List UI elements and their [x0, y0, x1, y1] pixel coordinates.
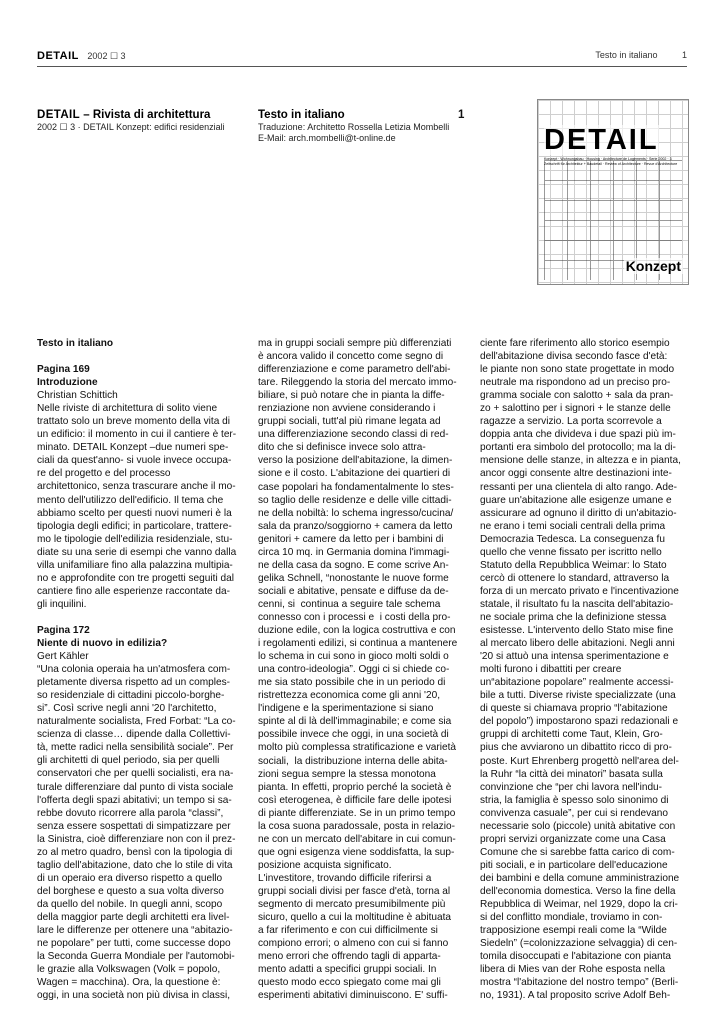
- text-line: mo le tipologie dell'edilizia residenziale, stu-: [37, 533, 233, 545]
- text-line: meno errori che offrendo tagli di apparta-: [258, 951, 441, 963]
- text-line: doppia anta che divideva i due spazi più im-: [480, 429, 676, 441]
- text-line: sociali, la distribuzione interna delle abita-: [258, 755, 448, 767]
- text-line: ressanti per una clientela di alto rango. Ade-: [480, 481, 677, 493]
- text-line: bile a tutti. Diverse riviste specializzate (una: [480, 690, 676, 702]
- text-line: assicurare ad ognuno il diritto di un'abitazio-: [480, 507, 677, 519]
- cover-line-2: Zeitschrift für Architektur + Baudetail · Review of Architecture · Revue d'Architecture: [544, 162, 678, 166]
- text-line: tipologia degli edifici; in particolare, tratterе-: [37, 520, 232, 532]
- cover-line-1: Konzept · Wohnungsbau · Housing · Architecture de Logements · Serie 2002 · 3: [544, 157, 672, 161]
- text-line: oggi, in una società non più divisa in classi,: [37, 990, 231, 1002]
- article-1-body: [37, 402, 251, 611]
- text-line: sicuro, quello a cui la moltitudine è abituata: [258, 912, 452, 924]
- text-line: cercò di ottenere lo standard, attraverso la: [480, 572, 670, 584]
- text-line: diate su una serie di esempi che vanno dalla: [37, 546, 237, 558]
- section-heading: Testo in italiano: [37, 338, 114, 349]
- text-line: biliare, si può notare che in pianta la diffe-: [258, 390, 445, 402]
- text-line: i regolamenti edilizi, si continua a mantenere: [258, 638, 458, 650]
- running-header: [37, 50, 687, 64]
- text-line: Democrazia Tedesca. La conseguenza fu: [480, 533, 665, 545]
- text-line: spinte al di là dell'immaginabile; e come sia: [258, 716, 452, 728]
- text-line: l'indigene e la sperimentazione si siano: [258, 703, 434, 715]
- text-line: dei bambini e della comune amministrazione: [480, 872, 680, 884]
- text-line: possibile invece che oggi, in una società di: [258, 729, 449, 741]
- text-line: dell'abitazione divisa secondo fasce d'età:: [480, 351, 668, 363]
- header-issue: 2002 ☐ 3: [87, 51, 126, 61]
- text-line: dito che si definisce invece solo attra-: [258, 442, 426, 454]
- cover-title: DETAIL: [544, 124, 659, 156]
- header-logo: DETAIL: [37, 50, 79, 62]
- text-line: forza di un mercato privato e l'incentivazione: [480, 585, 679, 597]
- text-line: al mercato libero delle abitazioni. Negli anni: [480, 638, 675, 650]
- column-2-body: [258, 337, 472, 1002]
- text-line: lo schema in cui sono in gioco molti soldi o: [258, 651, 449, 663]
- text-line: neutrale ma rispondono ad un preciso pro-: [480, 377, 671, 389]
- text-line: naturalmente socialista, Fred Forbat: “La co-: [37, 716, 236, 728]
- text-line: trapposizione esempi reali come la “Wilde: [480, 925, 667, 937]
- text-line: gruppi sociali divisi per fasce d'età, torna al: [258, 885, 451, 897]
- translator-credit: Traduzione: Architetto Rossella Letizia Mombelli: [258, 122, 450, 132]
- text-line: ciali da quest'anno- si vuole invece occupa-: [37, 455, 232, 467]
- text-line: architettonico, senza trascurare anche il mo-: [37, 481, 236, 493]
- text-line: convinzione che “per chi lavora nell'indu-: [480, 781, 663, 793]
- text-line: esistesse. L'intervento dello Stato mise fine: [480, 625, 674, 637]
- text-column-2: [258, 337, 472, 1002]
- text-line: '20 si attuò una intensa sperimentazione e: [480, 651, 669, 663]
- text-line: Wagen = macchina). Ora, la questione è:: [37, 977, 221, 989]
- text-line: statale, il risultato fu la nascita dell'abitazio-: [480, 598, 674, 610]
- column-3-body: [480, 337, 694, 1002]
- text-line: sociali e abitative, pensate e diffuse da de-: [258, 585, 449, 597]
- article-2-title: Niente di nuovo in edilizia?: [37, 637, 168, 649]
- text-line: segmento di mercato presumibilmente più: [258, 899, 446, 911]
- cover-subtitle: Konzept: [625, 258, 681, 274]
- text-line: ristrettezza economica come gli anni '20,: [258, 690, 441, 702]
- text-line: no e approfondite con tre progetti seguiti dal: [37, 572, 234, 584]
- text-line: si del conflitto mondiale, troviamo in con-: [480, 912, 663, 924]
- text-line: tomila disoccupati e l'abitazione con pianta: [480, 951, 672, 963]
- article-2-page: Pagina 172: [37, 624, 90, 636]
- text-line: una contro-ideologia”. Oggi ci si chiede co-: [258, 664, 450, 676]
- text-line: posizione acquista significato.: [258, 859, 392, 871]
- text-line: gramma sociale con salotto + sala da pran-: [480, 390, 674, 402]
- block-page-number: 1: [458, 109, 465, 121]
- text-line: necessarie solo (piccole) unità abitative con: [480, 820, 676, 832]
- text-line: portanti era simbolo del protocollo; ma la di-: [480, 442, 676, 454]
- text-line: turale differenziare dal punto di vista sociale: [37, 781, 234, 793]
- text-line: gli architetti di quel periodo, sia per quelli: [37, 755, 220, 767]
- text-line: è ancora valido il concetto come segno di: [258, 351, 444, 363]
- text-line: senza essere sospettati di simpatizzare per: [37, 820, 231, 832]
- text-line: ancor oggi consente altre destinazioni inte-: [480, 468, 672, 480]
- text-line: libera di Mies van der Rohe esposta nella: [480, 964, 666, 976]
- text-line: gruppi sociali, tutt'al più rimane legata ad: [258, 416, 441, 428]
- text-line: Siedeln” (=colonizzazione selvaggia) di cen-: [480, 938, 678, 950]
- text-line: ne erano i temi sociali centrali della prima: [480, 520, 666, 532]
- text-line: gelika Schnell, “nonostante le nuove forme: [258, 572, 449, 584]
- text-line: mostra “l'abitazione del nostro tempo” (Berli-: [480, 977, 679, 989]
- text-line: questo modo ecco spiegato come mai gli: [258, 977, 441, 989]
- text-line: a far riferimento e con cui difficilmente si: [258, 925, 438, 937]
- article-1-page: Pagina 169: [37, 364, 90, 376]
- text-line: verso la posizione dell'abitazione, la dimen-: [258, 455, 453, 467]
- text-line: so residenziale di cittadini piccolo-borghe-: [37, 690, 225, 702]
- text-line: minato. DETAIL Konzept –due numeri spe-: [37, 442, 229, 454]
- text-line: la Ruhr “la città dei minatori” basata sulla: [480, 768, 663, 780]
- text-line: mensione delle stanze, in altezza e in pianta,: [480, 455, 681, 467]
- text-line: quello che venne fissato per iscritto nello: [480, 546, 662, 558]
- text-column-3: [480, 337, 694, 1002]
- text-line: ne della nobiltà: lo schema ingresso/cucina/: [258, 507, 454, 519]
- text-line: Repubblica di Weimar, nel 1929, dopo la cri-: [480, 899, 678, 911]
- text-line: “Una colonia operaia ha un'atmosfera com-: [37, 664, 231, 676]
- text-line: molti furono i dibattiti per creare: [480, 664, 622, 676]
- text-line: ciente fare riferimento allo storico esempio: [480, 338, 670, 349]
- text-line: sala da pranzo/soggiorno + camera da letto: [258, 520, 453, 532]
- text-line: una differenziazione secondo classi di red-: [258, 429, 449, 441]
- text-line: gruppi di architetti come Taut, Klein, Gro-: [480, 729, 663, 741]
- text-line: connesso con i processi e i costi della pro-: [258, 611, 451, 623]
- text-line: genitori + camere da letto per i bambini di: [258, 533, 444, 545]
- text-line: da quello del nobile. In quegli anni, scopo: [37, 898, 223, 910]
- text-line: tare. Rileggendo la storia del mercato immo-: [258, 377, 457, 389]
- text-line: conservatori che per quelli socialisti, era na-: [37, 768, 234, 780]
- article-2-body: [37, 663, 251, 1002]
- translation-block: [258, 109, 468, 144]
- translation-title: Testo in italiano: [258, 109, 345, 121]
- text-line: differenziazione e come parametro dell'abi-: [258, 364, 451, 376]
- text-line: pletamente diversa rispetto ad un comples-: [37, 677, 231, 689]
- header-rule: [37, 66, 687, 67]
- text-line: L'investitore, trovando difficile riferirsi a: [258, 872, 432, 884]
- text-line: si”. Così scrive negli anni '20 l'architetto,: [37, 703, 217, 715]
- text-line: mento adatti a specifici gruppi sociali. In: [258, 964, 437, 976]
- text-line: renziazione non avviene considerando i: [258, 403, 436, 415]
- text-line: compiono errori; o almeno con cui si fanno: [258, 938, 449, 950]
- text-line: del popolo”) impostarono spazi redazionali e: [480, 716, 679, 728]
- text-line: convivenza casuale”, per cui si rendevano: [480, 807, 668, 819]
- text-line: la Seconda Guerra Mondiale per l'automobi-: [37, 951, 235, 963]
- masthead-subtitle: 2002 ☐ 3 · DETAIL Konzept: edifici residenziali: [37, 122, 225, 132]
- text-line: la Sinistra, cioè differenziare non con il prez-: [37, 833, 236, 845]
- text-line: l'offerta degli spazi abitativi; un tempo si sa-: [37, 794, 232, 806]
- text-line: zo + salottino per i signori + le stanze delle: [480, 403, 671, 415]
- text-line: scienza di classe… dipende dalla Collettivi-: [37, 729, 231, 741]
- magazine-cover: [537, 99, 689, 285]
- text-line: dell'economia domestica. Verso la fine della: [480, 885, 676, 897]
- text-line: zioni segua sempre la stessa monotona: [258, 768, 436, 780]
- text-line: duzione edile, con la logica costruttiva e con: [258, 625, 456, 637]
- text-line: que ogni esigenza viene soddisfatta, la sup-: [258, 846, 455, 858]
- text-line: taglio dell'abitazione, dato che lo stile di vita: [37, 859, 233, 871]
- header-section: Testo in italiano: [595, 50, 658, 60]
- text-line: ne sociale prima che la definizione stessa: [480, 611, 667, 623]
- text-line: no, 1931). A tal proposito scrive Adolf Beh-: [480, 990, 671, 1002]
- text-line: ne della casa da sogno. E come scrive An-: [258, 559, 449, 571]
- text-column-1: [37, 337, 251, 1002]
- text-line: la cosa suona paradossale, posta in relazio-: [258, 820, 455, 832]
- text-line: ne popolare” per tutti, come successe dopo: [37, 938, 231, 950]
- text-line: sione e il costo. L'abitazione dei quartieri di: [258, 468, 451, 480]
- header-page-number: 1: [681, 50, 687, 60]
- article-1-title: Introduzione: [37, 377, 98, 389]
- text-line: di queste si chiamava proprio “l'abitazione: [480, 703, 668, 715]
- text-line: poste. Kurt Ehrenberg progettò nell'area del-: [480, 755, 679, 767]
- text-line: mento dell'utilizzo dell'edificio. Il tema che: [37, 494, 224, 506]
- text-line: zo al metro quadro, bensì con la tipologia di: [37, 846, 233, 858]
- text-line: guare un'abitazione alle esigenze umane e: [480, 494, 672, 506]
- masthead-title: DETAIL – Rivista di architettura: [37, 109, 211, 121]
- translator-email: E-Mail: arch.mombelli@t-online.de: [258, 133, 396, 143]
- text-line: stria, la famiglia è spesso solo sinonimo di: [480, 794, 669, 806]
- text-line: pius che avviarono un dibattito ricco di pro-: [480, 742, 672, 754]
- text-line: le grazie alla Volkswagen (Volk = popolo,: [37, 964, 221, 976]
- text-line: della maggior parte degli architetti era livel-: [37, 911, 230, 923]
- text-line: Comune che si sarebbe fatta carico di com-: [480, 846, 675, 858]
- text-line: ragazze a servizio. La porta scorrevole a: [480, 416, 662, 428]
- text-line: così eterogenea, è difficile fare delle ipotesi: [258, 794, 452, 806]
- text-line: so taglio delle residenze e delle ville cittadi-: [258, 494, 452, 506]
- text-line: cenni, si continua a seguire tale schema: [258, 598, 441, 610]
- text-line: molto più complessa stratificazione e varietà: [258, 742, 457, 754]
- masthead-block: [37, 109, 247, 133]
- text-line: cantiere fino alle esperienze raccontate da-: [37, 585, 231, 597]
- text-line: di piante differenziate. Se in un primo tempo: [258, 807, 456, 819]
- text-line: circa 10 mq. in Germania domina l'immagi-: [258, 546, 450, 558]
- text-line: un edificio: il momento in cui il cantiere è ter-: [37, 429, 237, 441]
- text-line: un“abitazione popolare” realmente accessi-: [480, 677, 674, 689]
- text-line: ma in gruppi sociali sempre più differenziati: [258, 338, 452, 349]
- text-line: esperimenti abitativi diminuiscono. E' suffi-: [258, 990, 448, 1002]
- text-line: lare le differenze per ottenere una “abitazio-: [37, 925, 233, 937]
- text-line: pianta. In effetti, proprio perché la società è: [258, 781, 452, 793]
- text-line: case popolari ha fondamentalmente lo stes-: [258, 481, 454, 493]
- text-line: villa unifamiliare fino alla palazzina multipia-: [37, 559, 233, 571]
- text-line: tà, mette radici nella sensibilità sociale”. Per: [37, 742, 234, 754]
- text-line: piti sociali, e in particolare dell'educazione: [480, 859, 668, 871]
- text-line: re del progetto e del processo: [37, 468, 171, 480]
- text-line: di un operaio era diverso rispetto a quello: [37, 872, 223, 884]
- text-line: del borghese e questo a sua volta diverso: [37, 885, 224, 897]
- text-line: Nelle riviste di architettura di solito viene: [37, 403, 218, 415]
- text-line: gli inquilini.: [37, 598, 87, 610]
- text-line: propri servizi organizzate come una Casa: [480, 833, 666, 845]
- text-line: rebbe dovuto ricorrere alla parola “classi”,: [37, 807, 224, 819]
- text-line: le piante non sono state progettate in modo: [480, 364, 675, 376]
- text-line: trattato solo un breve momento della vita di: [37, 416, 231, 428]
- text-line: me sia stato possibile che in un periodo di: [258, 677, 446, 689]
- text-line: ne con un mercato dell'abitare in cui comun-: [258, 833, 456, 845]
- article-1-author: Christian Schittich: [37, 390, 118, 402]
- text-line: abbiamo scelto per questi nuovi numeri è la: [37, 507, 232, 519]
- article-2-author: Gert Kähler: [37, 651, 89, 663]
- text-line: Statuto della Repubblica Weimar: lo Stato: [480, 559, 667, 571]
